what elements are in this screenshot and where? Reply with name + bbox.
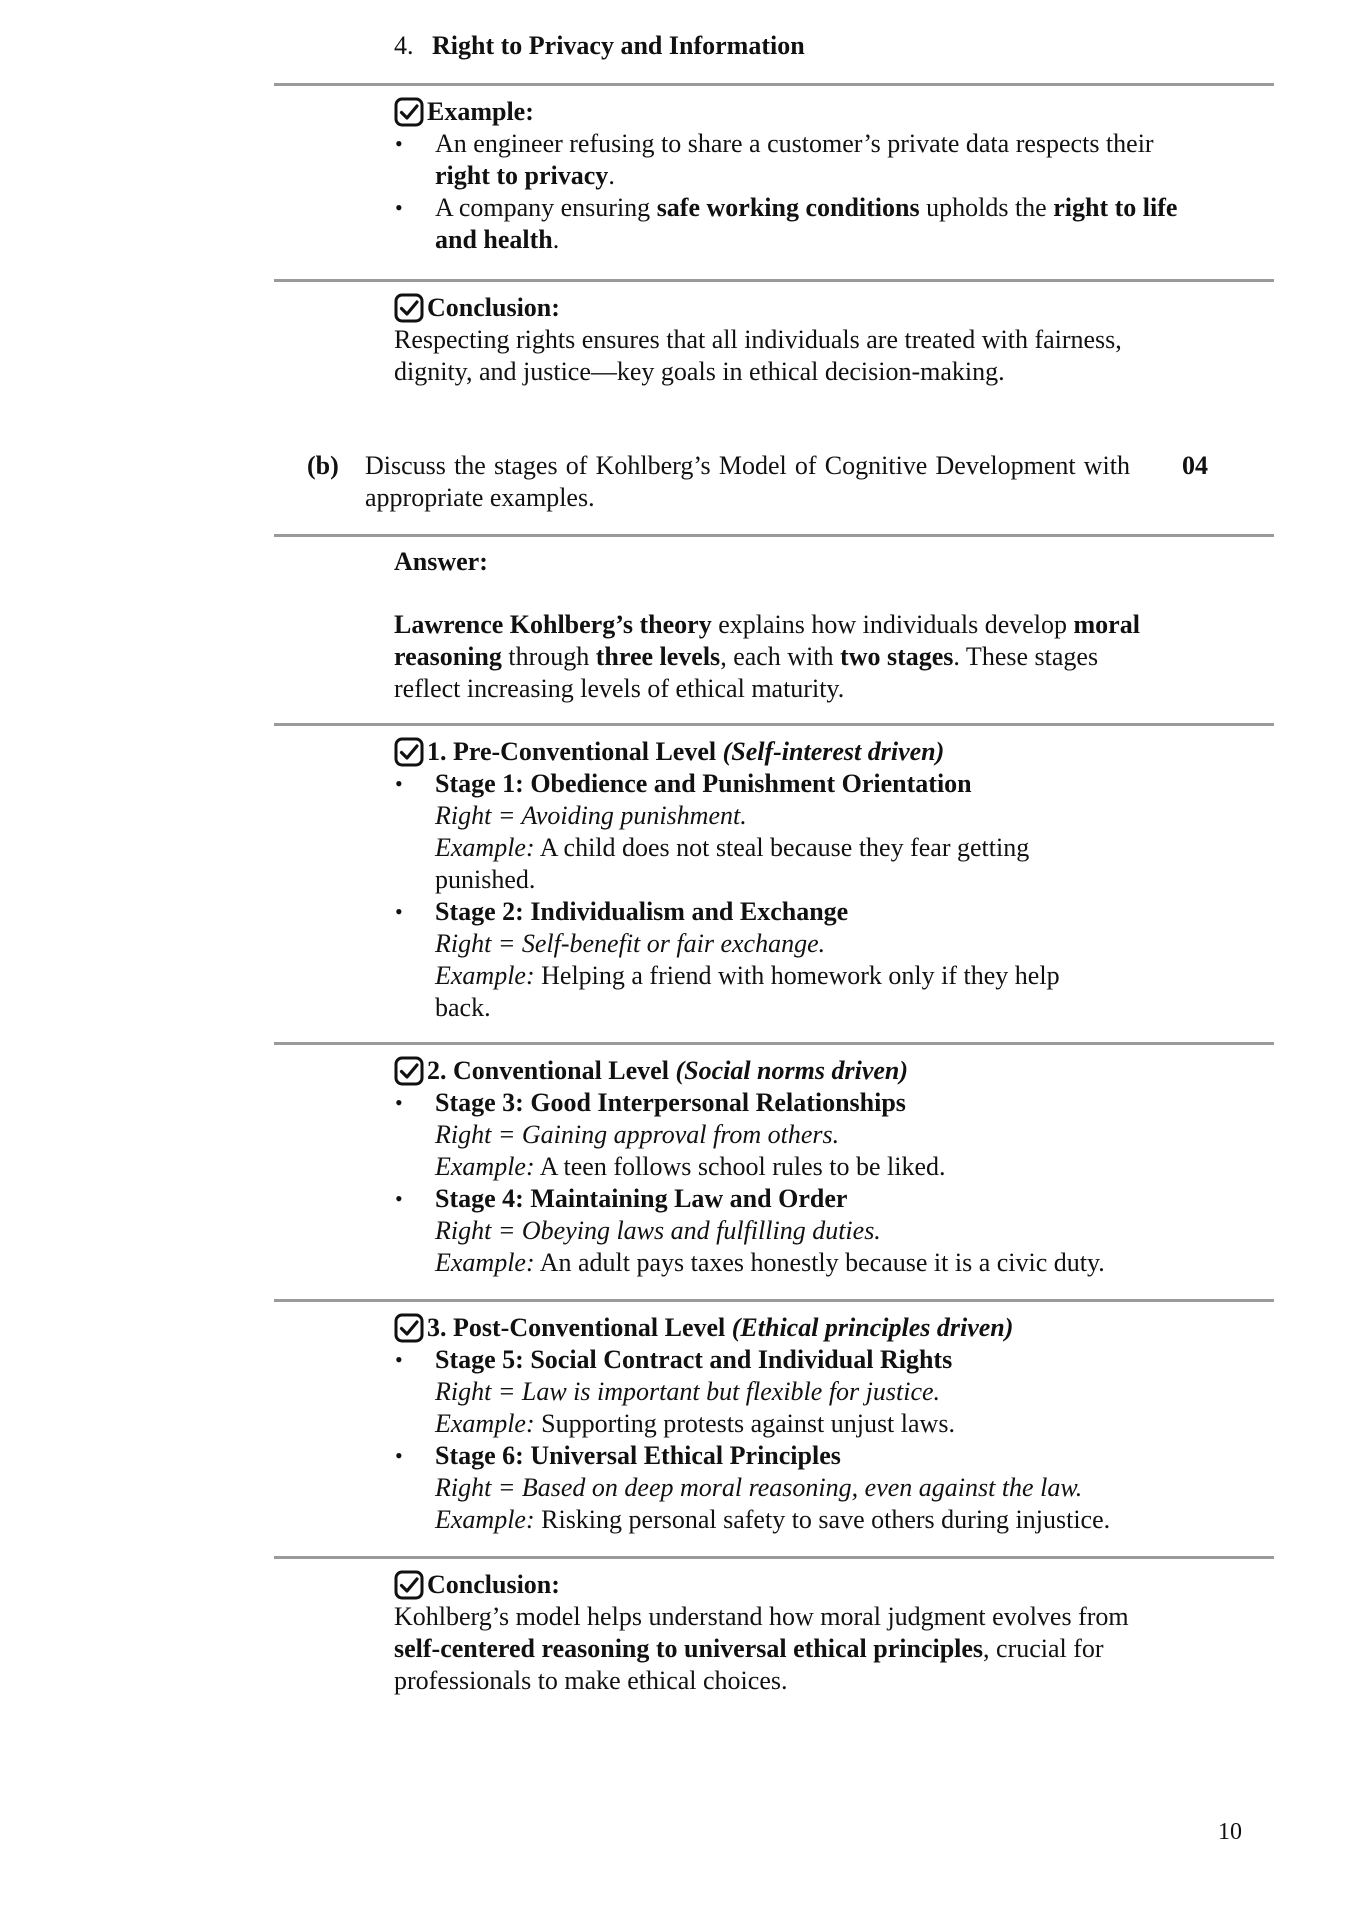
stage-right: Right = Self-benefit or fair exchange. (435, 929, 826, 958)
level-title: 3. Post-Conventional Level (427, 1313, 732, 1342)
heading-text: Example: (427, 97, 534, 126)
level-heading (394, 736, 1184, 768)
answer-intro: Lawrence Kohlberg’s theory explains how individuals develop moral reasoning through three levels, each with two stages. These stages reflect increasing levels of ethical maturity. (394, 610, 1140, 703)
conclusion-heading (394, 292, 1184, 324)
list-item (394, 1344, 1195, 1440)
conclusion-section (394, 292, 1184, 388)
stage-list (394, 1344, 1184, 1536)
conclusion-heading (394, 1569, 1184, 1601)
list-item: • A company ensuring safe working conditions upholds the right to life and health. (394, 192, 1195, 256)
question-text: Discuss the stages of Kohlberg’s Model of Cognitive Development with appropriate examples. (365, 451, 1130, 512)
stage-right: Right = Based on deep moral reasoning, even against the law. (435, 1473, 1083, 1502)
heading-text: Conclusion: (427, 293, 560, 322)
level-section (394, 736, 1184, 1024)
checkbox-check-icon (394, 1313, 424, 1343)
question-label: (b) (307, 451, 339, 480)
answer-heading: Answer: (394, 547, 488, 576)
stage-example: Example: Risking personal safety to save others during injustice. (435, 1505, 1111, 1534)
list-item (394, 896, 1115, 1024)
answer-section (394, 546, 1184, 705)
checkbox-check-icon (394, 293, 424, 323)
conclusion-text: Respecting rights ensures that all individuals are treated with fairness, dignity, and justice—key goals in ethical decision-making. (394, 325, 1122, 386)
stage-list (394, 768, 1184, 1024)
level-title: 2. Conventional Level (427, 1056, 676, 1085)
checkbox-check-icon (394, 737, 424, 767)
level-section (394, 1055, 1184, 1279)
stage-example: Example: A teen follows school rules to be liked. (435, 1152, 946, 1181)
example-list (394, 128, 1184, 256)
level-subtitle: (Social norms driven) (675, 1056, 909, 1085)
divider (274, 723, 1274, 726)
stage-example: Example: An adult pays taxes honestly because it is a civic duty. (435, 1248, 1105, 1277)
checkbox-check-icon (394, 1570, 424, 1600)
stage-example: Example: Helping a friend with homework only if they help back. (435, 961, 1060, 1022)
stage-right: Right = Obeying laws and fulfilling duties. (435, 1216, 881, 1245)
divider (274, 1556, 1274, 1559)
question-marks: 04 (1182, 451, 1208, 480)
divider (274, 1299, 1274, 1302)
example-heading (394, 96, 1184, 128)
heading-text: Conclusion: (427, 1570, 560, 1599)
stage-right: Right = Law is important but flexible for justice. (435, 1377, 941, 1406)
stage-example: Example: A child does not steal because they fear getting punished. (435, 833, 1030, 894)
example-section (394, 96, 1184, 256)
level-heading (394, 1312, 1184, 1344)
stage-list (394, 1087, 1184, 1279)
level-subtitle: (Ethical principles driven) (731, 1313, 1014, 1342)
stage-title: • Stage 2: Individualism and Exchange (435, 897, 849, 926)
conclusion-section (394, 1569, 1184, 1697)
divider (274, 1042, 1274, 1045)
checkbox-check-icon (394, 1056, 424, 1086)
divider (274, 279, 1274, 282)
stage-title: • Stage 3: Good Interpersonal Relationships (435, 1088, 906, 1117)
stage-title: • Stage 6: Universal Ethical Principles (435, 1441, 841, 1470)
level-heading (394, 1055, 1184, 1087)
checkbox-check-icon (394, 97, 424, 127)
level-subtitle: (Self-interest driven) (722, 737, 945, 766)
level-title: 1. Pre-Conventional Level (427, 737, 723, 766)
item-number: 4. (394, 31, 414, 60)
stage-title: • Stage 4: Maintaining Law and Order (435, 1184, 848, 1213)
list-item (394, 1183, 1195, 1279)
page-number: 10 (1218, 1819, 1242, 1845)
level-section (394, 1312, 1184, 1536)
divider (274, 83, 1274, 86)
item-4-title (394, 30, 1194, 62)
stage-title: • Stage 1: Obedience and Punishment Orientation (435, 769, 972, 798)
stage-example: Example: Supporting protests against unjust laws. (435, 1409, 955, 1438)
stage-right: Right = Gaining approval from others. (435, 1120, 840, 1149)
list-item: • An engineer refusing to share a customer’s private data respects their right to privacy. (394, 128, 1185, 192)
stage-title: • Stage 5: Social Contract and Individual Rights (435, 1345, 953, 1374)
stage-right: Right = Avoiding punishment. (435, 801, 747, 830)
divider (274, 534, 1274, 537)
item-title: Right to Privacy and Information (432, 31, 805, 60)
list-item (394, 1087, 1195, 1183)
list-item (394, 768, 1115, 896)
list-item (394, 1440, 1195, 1536)
conclusion-text: Kohlberg’s model helps understand how moral judgment evolves from self-centered reasoning to universal ethical principles, crucial for professionals to make ethical choices. (394, 1602, 1129, 1695)
